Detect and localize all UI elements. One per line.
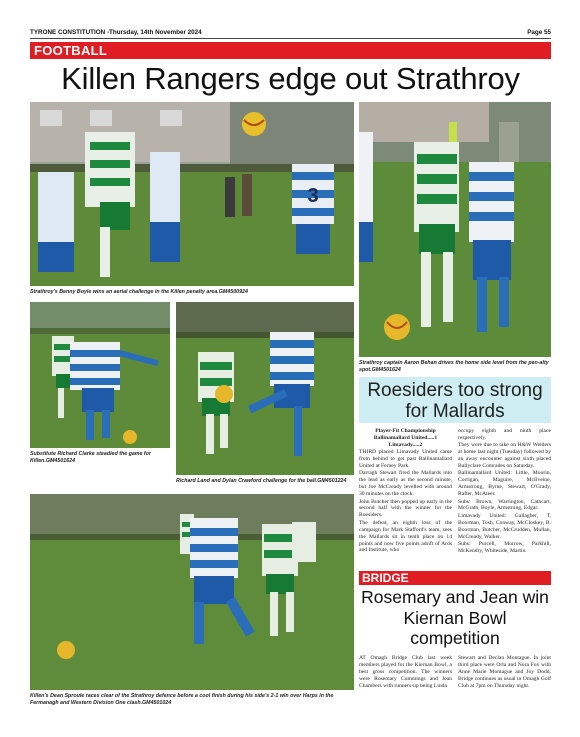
- section-bar-bridge: [359, 571, 551, 585]
- article-paragraph: Subs: Purcell, Morrow, Parkhill, McKendry, Whiteside, Martin.: [458, 541, 551, 554]
- bridge-headline: Rosemary and Jean win Kiernan Bowl competition: [361, 587, 549, 648]
- roesiders-headline-box: [359, 377, 551, 423]
- section-label: FOOTBALL: [34, 43, 108, 58]
- roesiders-article-col1: [359, 428, 452, 555]
- article-paragraph: Ballinamallard United: Little, Moorin, Corrigan, Maguire, McIlveine, Armstrong, Byrne, Stewart, O'Grady, Rafter, McAteer.: [458, 470, 551, 498]
- photo-substitute-clarke: [30, 302, 170, 448]
- photo-land-crawford: [176, 302, 354, 475]
- section-bar-football: [30, 42, 551, 59]
- article-paragraph: Darragh Stewart fired the Mallards into the lead as early as the second minute, but Joe McCready levelled with around 30 minutes on the clock.: [359, 470, 452, 498]
- article-paragraph: They were due to take on H&W Welders at home last night (Tuesday) followed by an away encounter against sixth placed Ballyclare Comrades on Saturday.: [458, 442, 551, 470]
- article-paragraph: John Butcher then popped up early in the second half with the winner for the Roesiders.: [359, 498, 452, 519]
- photo-dean-sproule: [30, 494, 354, 690]
- bridge-article-col2: [458, 655, 551, 690]
- bridge-section-label: BRIDGE: [362, 571, 409, 585]
- article-paragraph: Stewart and Declan Montague. In joint third place were Orla and Nora Fox with Anne Marie Montague and Joy Dodd. Bridge continues as usual in Omagh Golf Club at 7pm on Thursday night.: [458, 655, 551, 689]
- article-paragraph: AT Omagh Bridge Club last week members played for the Kiernan Bowl, a best gross competition. The winners were Rosemary Cummings and Jean Chambers with runners-up being Linda: [359, 655, 452, 689]
- caption-photo-captain-penalty: Strathroy captain Aaron Behan drives the home side level from the pen-alty spot.GM4501624: [359, 360, 549, 373]
- roesiders-headline: Roesiders too strong for Mallards: [367, 380, 543, 422]
- svg-text:3: 3: [307, 185, 319, 207]
- bridge-article-col1: [359, 655, 452, 690]
- caption-photo-dean-sproule: Killen's Dean Sproule races clear of the Strathroy defence before a cool finish during his side's 2-1 win over Harps in the Fermanagh and Western Division One clash.GM4501024: [30, 693, 334, 706]
- article-paragraph: THIRD placed Limavady United came from behind to get past Ballinamallard United at Ferney Park.: [359, 449, 452, 470]
- photo-aerial-challenge: [30, 102, 354, 286]
- roesiders-article-col2: [458, 428, 551, 555]
- caption-photo-substitute: Substitute Richard Clarke steadied the game for Killen.GM4501624: [30, 451, 151, 464]
- page-number: Page 55: [527, 29, 551, 36]
- article-subhead: Player-Fit Championship Ballinamallard United.....1 Limavady.....2: [373, 428, 438, 448]
- masthead: [30, 26, 551, 38]
- photo-captain-penalty: [359, 102, 551, 357]
- caption-photo-land-crawford: Richard Land and Dylan Crawford challenge for the ball.GM4501224: [176, 478, 347, 484]
- main-headline: Killen Rangers edge out Strathroy: [61, 61, 520, 96]
- article-paragraph: The defeat, an eighth loss of the campaign for Mark Stafford's team, sees the Mallards sit in tenth place on 14 points and now five points adrift of Ards and Institute, who: [359, 519, 452, 554]
- article-paragraph: Limavady United: Gallagher, T. Boorman, Tosh, Conway, McCloskey, R. Boorman, Butcher, McCrudden, Mullan, McCready, Walker.: [458, 512, 551, 540]
- masthead-rule: [30, 38, 551, 39]
- article-paragraph: occupy eighth and ninth place respectively.: [458, 428, 551, 441]
- article-paragraph: Subs: Brown, Warrington, Cathcart, McGrath, Boyle, Armstrong, Edgar.: [458, 498, 551, 512]
- publication-date: TYRONE CONSTITUTION -Thursday, 14th November 2024: [30, 29, 202, 36]
- caption-photo-aerial-challenge: Strathroy's Benny Boyle wins an aerial challenge in the Killen penalty area.GM4500924: [30, 289, 248, 295]
